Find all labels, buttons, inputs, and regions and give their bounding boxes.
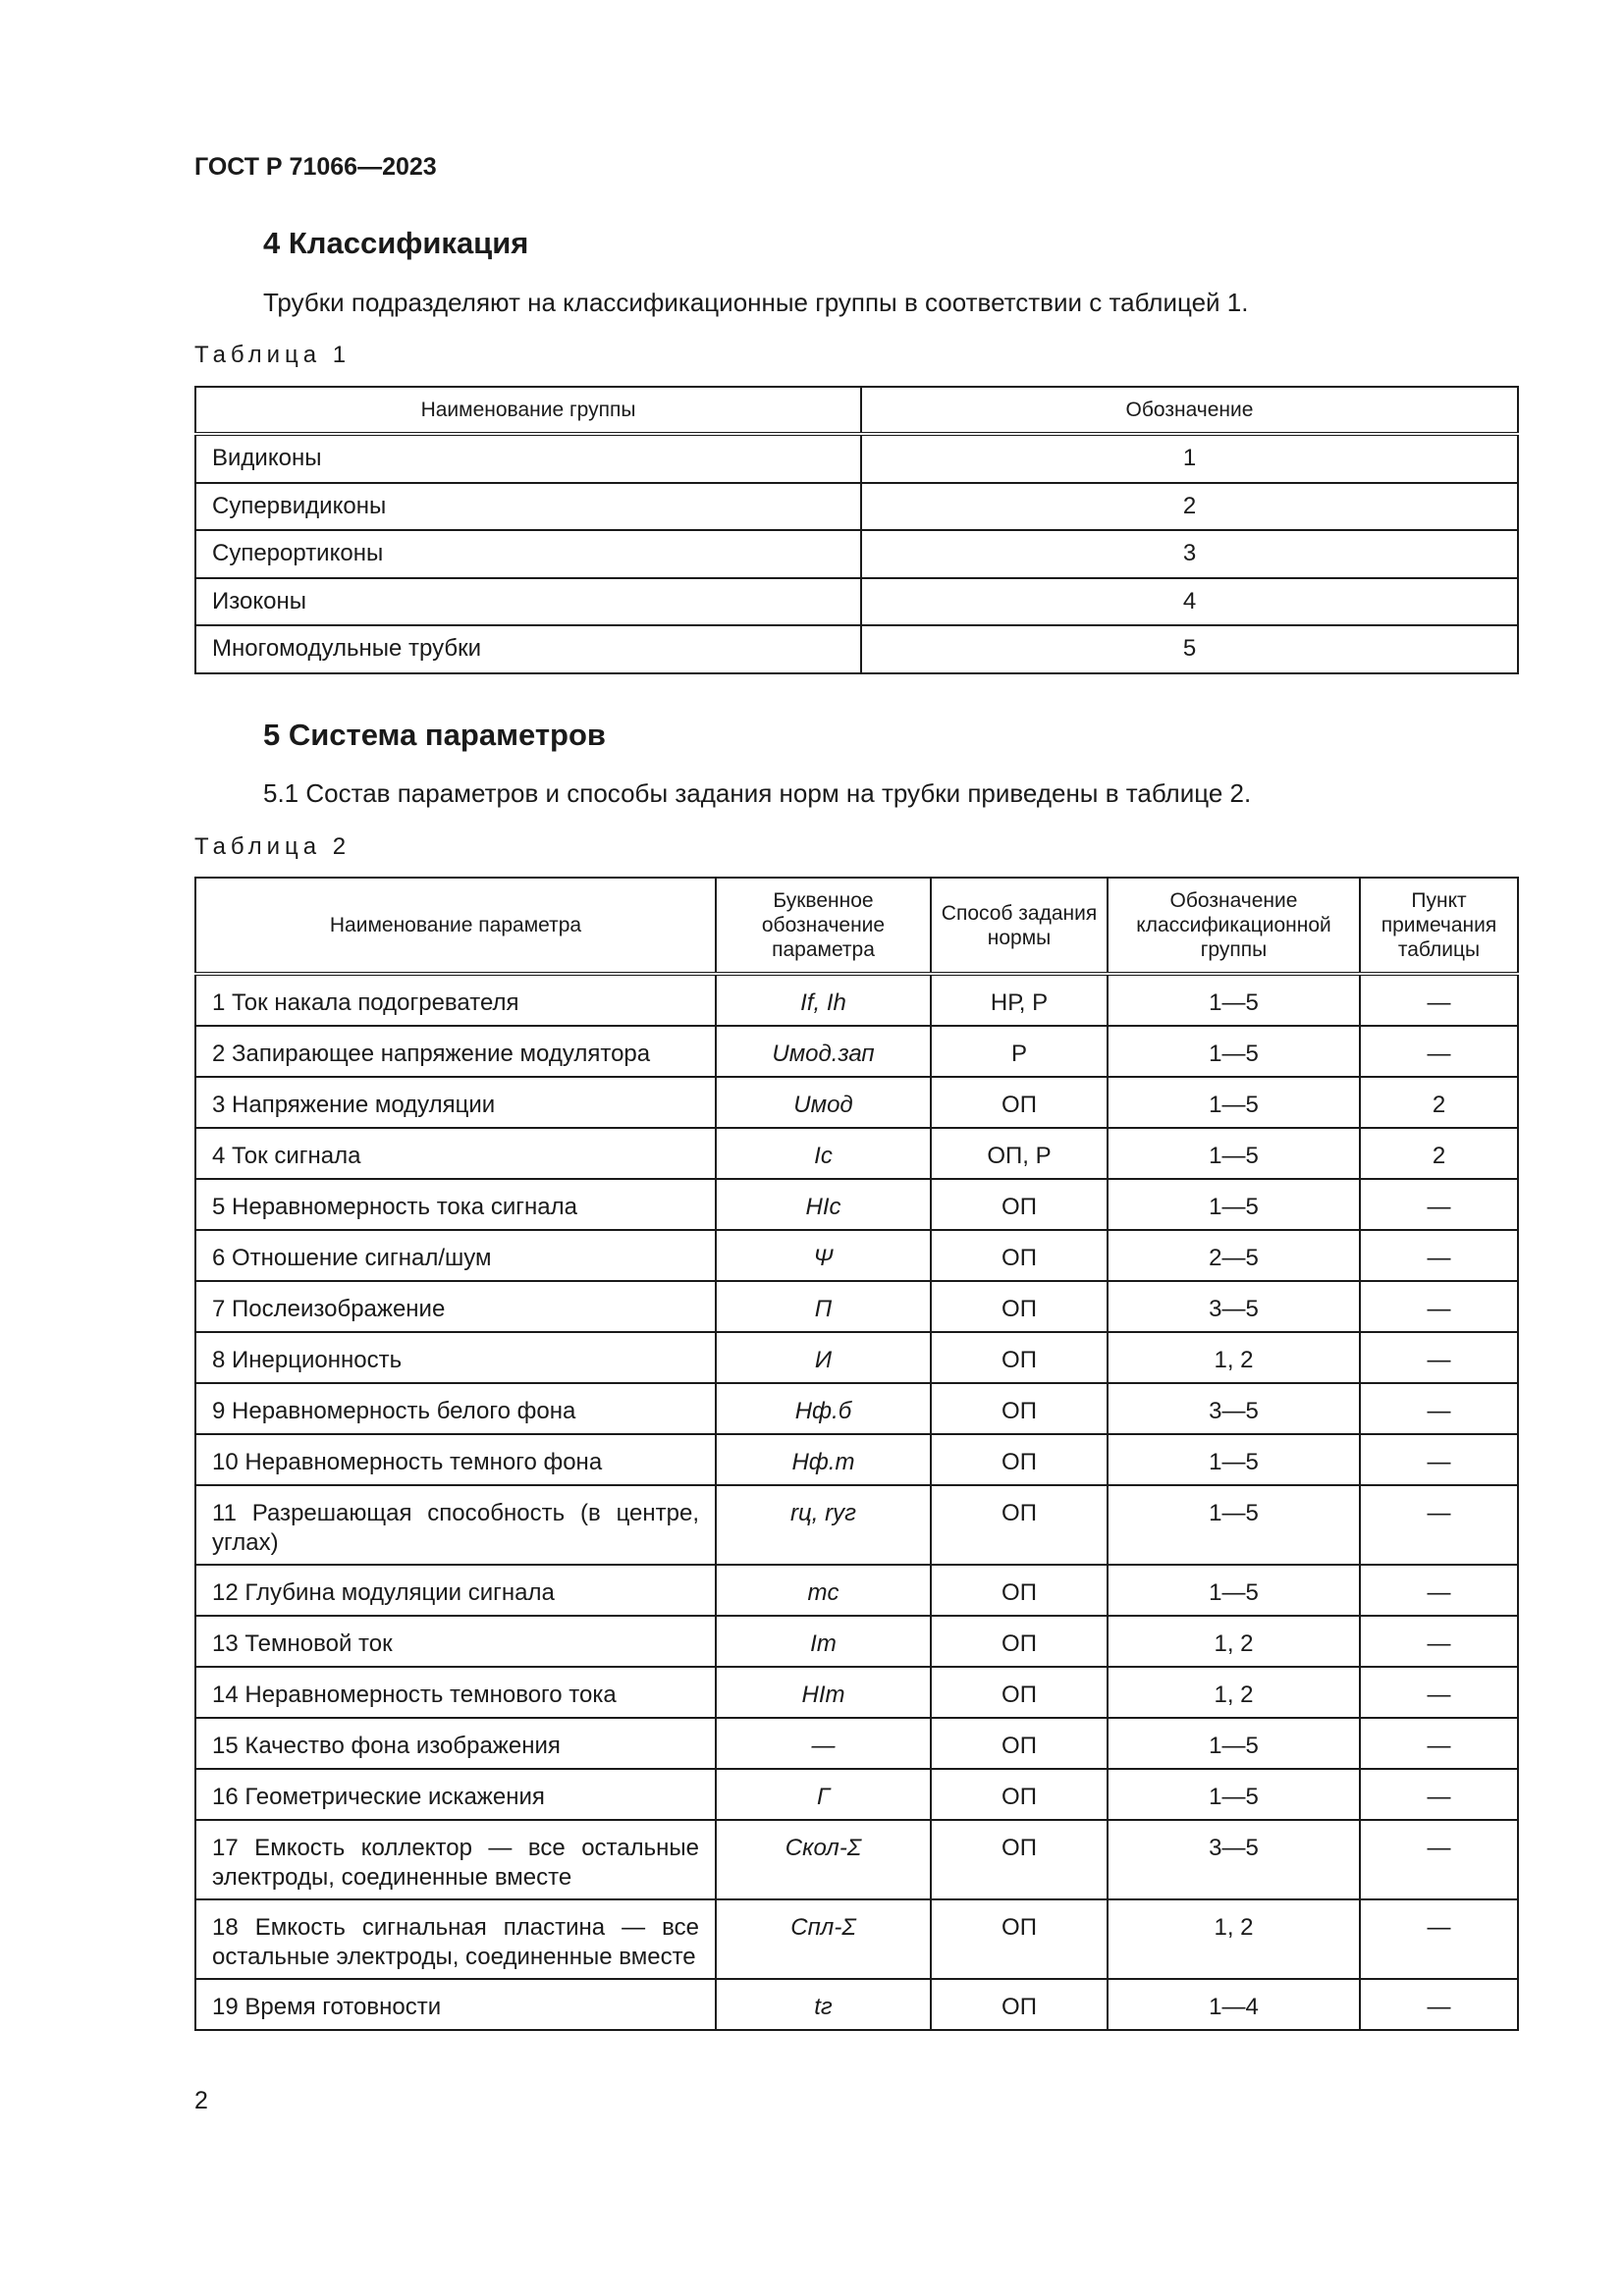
param-note: — — [1360, 1383, 1518, 1434]
param-method: ОП — [931, 1383, 1108, 1434]
param-name: 3 Напряжение модуляции — [195, 1077, 716, 1128]
param-name: 11 Разрешающая способность (в центре, углах) — [195, 1485, 716, 1565]
param-note: — — [1360, 1718, 1518, 1769]
param-note: — — [1360, 1769, 1518, 1820]
param-name: 13 Темновой ток — [195, 1616, 716, 1667]
param-note: — — [1360, 1026, 1518, 1077]
table-row — [195, 1026, 1518, 1077]
param-note: — — [1360, 1899, 1518, 1979]
param-group: 1, 2 — [1108, 1332, 1360, 1383]
param-symbol: Ψ — [716, 1230, 931, 1281]
param-group: 1, 2 — [1108, 1899, 1360, 1979]
param-method: ОП — [931, 1332, 1108, 1383]
table-row — [195, 578, 1518, 626]
group-name: Суперортиконы — [195, 530, 861, 578]
table-row — [195, 1332, 1518, 1383]
param-method: Р — [931, 1026, 1108, 1077]
param-method: ОП — [931, 1899, 1108, 1979]
param-note: — — [1360, 1434, 1518, 1485]
param-method: ОП — [931, 1179, 1108, 1230]
param-group: 1—5 — [1108, 1179, 1360, 1230]
param-symbol: Iт — [716, 1616, 931, 1667]
param-method: ОП — [931, 1485, 1108, 1565]
table-row — [195, 530, 1518, 578]
table-2-caption: Таблица 2 — [194, 833, 352, 860]
param-note: — — [1360, 1979, 1518, 2030]
group-code: 4 — [861, 578, 1518, 626]
param-symbol: Нф.т — [716, 1434, 931, 1485]
table-row — [195, 1667, 1518, 1718]
param-symbol: HIт — [716, 1667, 931, 1718]
param-group: 1—5 — [1108, 1128, 1360, 1179]
table-2-header-method: Способ задания нормы — [931, 878, 1108, 974]
param-symbol: If, Ih — [716, 974, 931, 1026]
param-note: — — [1360, 974, 1518, 1026]
param-note: — — [1360, 1820, 1518, 1899]
param-name: 17 Емкость коллектор — все остальные электроды, соединенные вместе — [195, 1820, 716, 1899]
param-note: 2 — [1360, 1077, 1518, 1128]
param-name: 16 Геометрические искажения — [195, 1769, 716, 1820]
param-method: ОП — [931, 1077, 1108, 1128]
param-note: — — [1360, 1179, 1518, 1230]
table-row — [195, 1077, 1518, 1128]
param-symbol: И — [716, 1332, 931, 1383]
param-symbol: Нф.б — [716, 1383, 931, 1434]
param-method: ОП, Р — [931, 1128, 1108, 1179]
table-1-header-code: Обозначение — [861, 387, 1518, 434]
param-symbol: Uмод — [716, 1077, 931, 1128]
table-row — [195, 1383, 1518, 1434]
group-name: Супервидиконы — [195, 483, 861, 531]
param-group: 3—5 — [1108, 1383, 1360, 1434]
table-row — [195, 1979, 1518, 2030]
table-row — [195, 1616, 1518, 1667]
table-row — [195, 1899, 1518, 1979]
param-symbol: — — [716, 1718, 931, 1769]
param-name: 10 Неравномерность темного фона — [195, 1434, 716, 1485]
param-symbol: rц, rуг — [716, 1485, 931, 1565]
param-method: ОП — [931, 1616, 1108, 1667]
param-name: 7 Послеизображение — [195, 1281, 716, 1332]
param-note: — — [1360, 1616, 1518, 1667]
param-name: 4 Ток сигнала — [195, 1128, 716, 1179]
param-method: ОП — [931, 1565, 1108, 1616]
param-name: 15 Качество фона изображения — [195, 1718, 716, 1769]
param-symbol: Г — [716, 1769, 931, 1820]
param-note: — — [1360, 1281, 1518, 1332]
table-row — [195, 1769, 1518, 1820]
param-symbol: mс — [716, 1565, 931, 1616]
param-method: ОП — [931, 1820, 1108, 1899]
table-row — [195, 1434, 1518, 1485]
section-5-title: 5 Система параметров — [263, 718, 606, 752]
table-row — [195, 1565, 1518, 1616]
section-4-title: 4 Классификация — [263, 226, 529, 260]
param-group: 1—5 — [1108, 1026, 1360, 1077]
param-note: — — [1360, 1230, 1518, 1281]
param-name: 6 Отношение сигнал/шум — [195, 1230, 716, 1281]
table-row — [195, 434, 1518, 483]
standard-id: ГОСТ Р 71066—2023 — [194, 153, 437, 181]
table-row — [195, 1128, 1518, 1179]
table-2-header-group: Обозначение классификационной группы — [1108, 878, 1360, 974]
table-row — [195, 483, 1518, 531]
param-symbol: Iс — [716, 1128, 931, 1179]
group-code: 5 — [861, 625, 1518, 673]
param-name: 18 Емкость сигнальная пластина — все остальные электроды, соединенные вместе — [195, 1899, 716, 1979]
param-name: 1 Ток накала подогревателя — [195, 974, 716, 1026]
param-method: НР, Р — [931, 974, 1108, 1026]
param-name: 8 Инерционность — [195, 1332, 716, 1383]
group-name: Многомодульные трубки — [195, 625, 861, 673]
param-group: 1—5 — [1108, 1077, 1360, 1128]
group-name: Изоконы — [195, 578, 861, 626]
param-group: 2—5 — [1108, 1230, 1360, 1281]
param-name: 5 Неравномерность тока сигнала — [195, 1179, 716, 1230]
param-symbol: Uмод.зап — [716, 1026, 931, 1077]
param-group: 1—5 — [1108, 1485, 1360, 1565]
param-note: — — [1360, 1485, 1518, 1565]
param-method: ОП — [931, 1979, 1108, 2030]
param-group: 1—5 — [1108, 1769, 1360, 1820]
group-code: 3 — [861, 530, 1518, 578]
group-code: 1 — [861, 434, 1518, 483]
param-name: 19 Время готовности — [195, 1979, 716, 2030]
param-group: 3—5 — [1108, 1820, 1360, 1899]
group-name: Видиконы — [195, 434, 861, 483]
param-group: 1—5 — [1108, 1434, 1360, 1485]
table-2-header-name: Наименование параметра — [195, 878, 716, 974]
table-row — [195, 1179, 1518, 1230]
section-5-text: 5.1 Состав параметров и способы задания норм на трубки приведены в таблице 2. — [263, 778, 1252, 808]
param-name: 2 Запирающее напряжение модулятора — [195, 1026, 716, 1077]
table-row — [195, 974, 1518, 1026]
table-1-caption: Таблица 1 — [194, 342, 352, 368]
table-2 — [194, 877, 1519, 2031]
param-method: ОП — [931, 1281, 1108, 1332]
param-group: 3—5 — [1108, 1281, 1360, 1332]
param-group: 1—5 — [1108, 1565, 1360, 1616]
param-method: ОП — [931, 1230, 1108, 1281]
table-1-header-name: Наименование группы — [195, 387, 861, 434]
param-group: 1, 2 — [1108, 1667, 1360, 1718]
table-row — [195, 1820, 1518, 1899]
param-symbol: Cпл-Σ — [716, 1899, 931, 1979]
param-name: 14 Неравномерность темнового тока — [195, 1667, 716, 1718]
table-row — [195, 1485, 1518, 1565]
section-4-text: Трубки подразделяют на классификационные группы в соответствии с таблицей 1. — [263, 288, 1249, 317]
table-2-header-note: Пункт примечания таблицы — [1360, 878, 1518, 974]
param-note: — — [1360, 1565, 1518, 1616]
param-group: 1, 2 — [1108, 1616, 1360, 1667]
table-row — [195, 1230, 1518, 1281]
param-symbol: НIс — [716, 1179, 931, 1230]
param-group: 1—4 — [1108, 1979, 1360, 2030]
param-method: ОП — [931, 1718, 1108, 1769]
param-method: ОП — [931, 1667, 1108, 1718]
param-method: ОП — [931, 1769, 1108, 1820]
param-symbol: tг — [716, 1979, 931, 2030]
param-name: 9 Неравномерность белого фона — [195, 1383, 716, 1434]
param-note: — — [1360, 1332, 1518, 1383]
param-name: 12 Глубина модуляции сигнала — [195, 1565, 716, 1616]
param-symbol: П — [716, 1281, 931, 1332]
table-row — [195, 625, 1518, 673]
param-symbol: Cкол-Σ — [716, 1820, 931, 1899]
param-group: 1—5 — [1108, 974, 1360, 1026]
group-code: 2 — [861, 483, 1518, 531]
param-method: ОП — [931, 1434, 1108, 1485]
param-note: 2 — [1360, 1128, 1518, 1179]
table-2-header-symbol: Буквенное обозначение параметра — [716, 878, 931, 974]
param-group: 1—5 — [1108, 1718, 1360, 1769]
param-note: — — [1360, 1667, 1518, 1718]
table-row — [195, 1718, 1518, 1769]
table-row — [195, 1281, 1518, 1332]
table-1 — [194, 386, 1519, 674]
page-number: 2 — [194, 2087, 208, 2114]
